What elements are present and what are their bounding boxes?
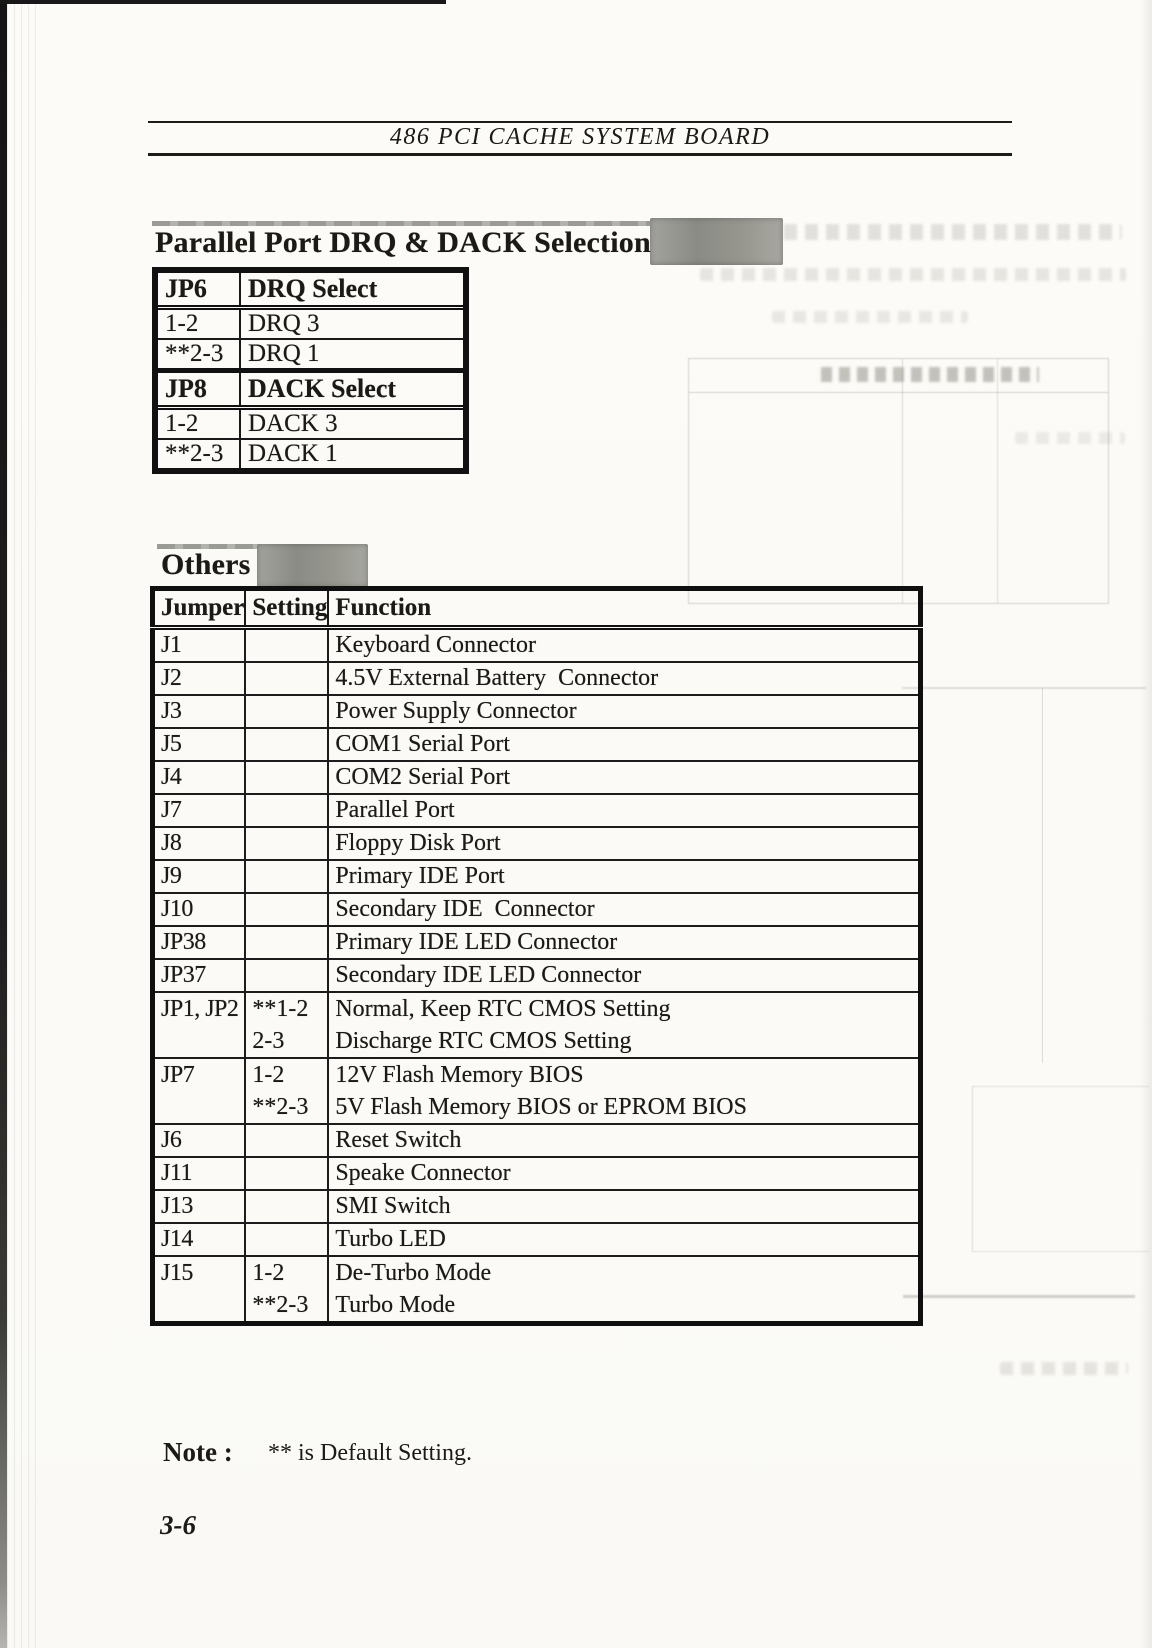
column-header-function: Function bbox=[328, 589, 920, 628]
function-cell bbox=[328, 1190, 920, 1223]
function-cell-line: 4.5V External Battery Connector bbox=[335, 665, 659, 691]
table-row bbox=[153, 992, 921, 1058]
setting-cell-line: **2-3 bbox=[252, 1094, 309, 1120]
others-table-wrap bbox=[150, 586, 923, 1326]
function-cell-line: Keyboard Connector bbox=[335, 632, 536, 658]
setting-cell bbox=[245, 959, 328, 992]
function-cell-line: COM1 Serial Port bbox=[335, 731, 510, 757]
setting-cell-line bbox=[252, 729, 327, 760]
jumper-cell bbox=[153, 1058, 246, 1124]
highlight-smudge bbox=[650, 218, 783, 265]
function-cell bbox=[328, 628, 920, 663]
column-header-jumper: Jumper bbox=[153, 589, 246, 628]
function-cell-line: Floppy Disk Port bbox=[335, 830, 501, 856]
table-row bbox=[153, 827, 921, 860]
value-cell: DRQ Select bbox=[240, 270, 466, 308]
jumper-cell bbox=[153, 794, 246, 827]
jumper-cell bbox=[153, 959, 246, 992]
jumper-cell-line: J9 bbox=[161, 863, 182, 889]
setting-cell-line bbox=[252, 1224, 327, 1255]
jumper-cell bbox=[153, 1256, 246, 1324]
section-title-others: Others bbox=[161, 548, 251, 581]
function-cell bbox=[328, 1058, 920, 1124]
setting-cell-line bbox=[252, 762, 327, 793]
scan-binding-edge bbox=[0, 0, 7, 1648]
page-header-title: 486 PCI CACHE SYSTEM BOARD bbox=[389, 124, 771, 150]
function-cell bbox=[328, 1124, 920, 1157]
setting-cell bbox=[245, 1058, 328, 1124]
jumper-cell: JP6 bbox=[155, 270, 240, 308]
function-cell-line: 5V Flash Memory BIOS or EPROM BIOS bbox=[335, 1094, 747, 1120]
table-row bbox=[155, 308, 466, 340]
jumper-cell-line: J5 bbox=[161, 731, 182, 757]
value-cell: DRQ 1 bbox=[240, 339, 466, 371]
bleed-through-text bbox=[742, 224, 1122, 240]
section-title-drq-dack: Parallel Port DRQ & DACK Selection bbox=[155, 226, 651, 259]
bleed-through-text bbox=[772, 311, 968, 323]
function-cell-line: Reset Switch bbox=[335, 1127, 462, 1153]
setting-cell-line bbox=[252, 1191, 327, 1222]
jumper-cell-line: J10 bbox=[161, 896, 193, 922]
table-row bbox=[153, 926, 921, 959]
function-cell bbox=[328, 893, 920, 926]
function-cell bbox=[328, 662, 920, 695]
jumper-cell-line: J7 bbox=[161, 797, 182, 823]
scan-right-shade bbox=[1140, 0, 1152, 1648]
setting-cell-line bbox=[252, 630, 327, 661]
setting-cell-line bbox=[252, 861, 327, 892]
setting-cell bbox=[245, 992, 328, 1058]
setting-cell-line bbox=[252, 960, 327, 991]
jumper-cell-line: JP38 bbox=[161, 929, 206, 955]
setting-cell bbox=[245, 1223, 328, 1256]
setting-cell bbox=[245, 628, 328, 663]
table-row bbox=[153, 1157, 921, 1190]
jumper-cell bbox=[153, 761, 246, 794]
function-cell-line: Turbo Mode bbox=[335, 1292, 456, 1318]
table-row bbox=[155, 371, 466, 408]
jumper-cell bbox=[153, 827, 246, 860]
table-row bbox=[153, 662, 921, 695]
jumper-cell: 1-2 bbox=[155, 308, 240, 340]
setting-cell bbox=[245, 827, 328, 860]
setting-cell bbox=[245, 728, 328, 761]
setting-cell bbox=[245, 926, 328, 959]
function-cell bbox=[328, 794, 920, 827]
jumper-cell bbox=[153, 728, 246, 761]
header-rule-top bbox=[148, 121, 1012, 123]
table-row bbox=[153, 1223, 921, 1256]
table-row bbox=[153, 1124, 921, 1157]
function-cell-line: Secondary IDE LED Connector bbox=[335, 962, 642, 988]
jumper-cell-line: JP7 bbox=[161, 1062, 195, 1088]
setting-cell-line bbox=[252, 894, 327, 925]
function-cell bbox=[328, 827, 920, 860]
jumper-cell: **2-3 bbox=[155, 339, 240, 371]
setting-cell bbox=[245, 794, 328, 827]
jumper-cell bbox=[153, 992, 246, 1058]
function-cell-line: Discharge RTC CMOS Setting bbox=[335, 1028, 632, 1054]
table-row bbox=[153, 1256, 921, 1324]
bleed-through-text bbox=[1015, 432, 1125, 444]
function-cell bbox=[328, 860, 920, 893]
setting-cell bbox=[245, 1190, 328, 1223]
function-cell bbox=[328, 1223, 920, 1256]
jumper-cell bbox=[153, 1223, 246, 1256]
highlight-smudge bbox=[257, 544, 368, 587]
table-row bbox=[153, 860, 921, 893]
jumper-cell-line: J14 bbox=[161, 1226, 193, 1252]
function-cell bbox=[328, 1256, 920, 1324]
jumper-cell-line: J15 bbox=[161, 1260, 193, 1286]
bleed-through-line bbox=[902, 687, 1146, 689]
function-cell-line: Secondary IDE Connector bbox=[335, 896, 595, 922]
setting-cell-line: **1-2 bbox=[252, 996, 309, 1022]
jumper-cell-line: JP1, JP2 bbox=[161, 996, 239, 1022]
jumper-cell: **2-3 bbox=[155, 439, 240, 471]
setting-cell bbox=[245, 662, 328, 695]
jumper-cell bbox=[153, 695, 246, 728]
function-cell-line: SMI Switch bbox=[335, 1193, 451, 1219]
setting-cell bbox=[245, 1124, 328, 1157]
value-cell: DACK Select bbox=[240, 371, 466, 408]
setting-cell bbox=[245, 860, 328, 893]
setting-cell-line: 1-2 bbox=[252, 1260, 285, 1286]
function-cell bbox=[328, 959, 920, 992]
jumper-cell bbox=[153, 1124, 246, 1157]
jumper-cell-line: J2 bbox=[161, 665, 182, 691]
jumper-cell-line: J6 bbox=[161, 1127, 182, 1153]
value-cell: DRQ 3 bbox=[240, 308, 466, 340]
setting-cell bbox=[245, 695, 328, 728]
function-cell-line: Power Supply Connector bbox=[335, 698, 577, 724]
table-row bbox=[153, 1190, 921, 1223]
setting-cell-line: 1-2 bbox=[252, 1062, 285, 1088]
setting-cell-line bbox=[252, 795, 327, 826]
drq-dack-table-wrap bbox=[152, 267, 469, 474]
setting-cell-line bbox=[252, 927, 327, 958]
function-cell bbox=[328, 992, 920, 1058]
function-cell bbox=[328, 1157, 920, 1190]
table-row bbox=[153, 761, 921, 794]
jumper-cell bbox=[153, 860, 246, 893]
bleed-through-table bbox=[688, 358, 1109, 604]
page-number: 3-6 bbox=[160, 1510, 196, 1540]
jumper-cell bbox=[153, 1190, 246, 1223]
setting-cell bbox=[245, 893, 328, 926]
setting-cell bbox=[245, 1157, 328, 1190]
jumper-cell-line: J11 bbox=[161, 1160, 192, 1186]
bleed-through-text bbox=[1000, 1362, 1128, 1375]
note-label: Note : bbox=[163, 1437, 233, 1467]
function-cell-line: Parallel Port bbox=[335, 797, 455, 823]
function-cell-line: 12V Flash Memory BIOS bbox=[335, 1062, 584, 1088]
table-row bbox=[153, 728, 921, 761]
function-cell-line: Normal, Keep RTC CMOS Setting bbox=[335, 996, 671, 1022]
table-row bbox=[153, 959, 921, 992]
function-cell bbox=[328, 728, 920, 761]
jumper-cell bbox=[153, 662, 246, 695]
bleed-through-line bbox=[1042, 688, 1043, 1063]
setting-cell-line bbox=[252, 1158, 327, 1189]
setting-cell-line: 2-3 bbox=[252, 1028, 285, 1054]
header-rule-bottom bbox=[148, 153, 1012, 156]
function-cell-line: Turbo LED bbox=[335, 1226, 446, 1252]
jumper-cell-line: J3 bbox=[161, 698, 182, 724]
jumper-cell bbox=[153, 628, 246, 663]
table-header-row bbox=[153, 589, 921, 628]
jumper-cell bbox=[153, 1157, 246, 1190]
bleed-through-text bbox=[700, 268, 1126, 281]
jumper-cell: JP8 bbox=[155, 371, 240, 408]
table-row bbox=[155, 270, 466, 308]
setting-cell-line: **2-3 bbox=[252, 1292, 309, 1318]
setting-cell-line bbox=[252, 828, 327, 859]
function-cell-line: Primary IDE Port bbox=[335, 863, 505, 889]
value-cell: DACK 1 bbox=[240, 439, 466, 471]
table-row bbox=[153, 893, 921, 926]
setting-cell-line bbox=[252, 1125, 327, 1156]
function-cell-line: COM2 Serial Port bbox=[335, 764, 510, 790]
table-row bbox=[153, 695, 921, 728]
table-row bbox=[155, 439, 466, 471]
setting-cell-line bbox=[252, 696, 327, 727]
function-cell-line: Speake Connector bbox=[335, 1160, 511, 1186]
drq-dack-table bbox=[152, 267, 469, 474]
bleed-through-line bbox=[903, 1295, 1135, 1298]
others-table bbox=[150, 586, 923, 1326]
setting-cell-line bbox=[252, 663, 327, 694]
value-cell: DACK 3 bbox=[240, 408, 466, 440]
setting-cell bbox=[245, 761, 328, 794]
table-row bbox=[153, 628, 921, 663]
table-row bbox=[153, 794, 921, 827]
jumper-cell: 1-2 bbox=[155, 408, 240, 440]
column-header-setting: Setting bbox=[245, 589, 328, 628]
function-cell-line: Primary IDE LED Connector bbox=[335, 929, 618, 955]
scan-binding-texture bbox=[7, 0, 39, 1648]
jumper-cell bbox=[153, 893, 246, 926]
function-cell-line: De-Turbo Mode bbox=[335, 1260, 492, 1286]
function-cell bbox=[328, 926, 920, 959]
jumper-cell-line: J4 bbox=[161, 764, 182, 790]
table-row bbox=[155, 408, 466, 440]
scan-top-edge bbox=[0, 0, 446, 4]
jumper-cell-line: J1 bbox=[161, 632, 182, 658]
setting-cell bbox=[245, 1256, 328, 1324]
function-cell bbox=[328, 695, 920, 728]
jumper-cell-line: J13 bbox=[161, 1193, 193, 1219]
jumper-cell bbox=[153, 926, 246, 959]
note-text: ** is Default Setting. bbox=[268, 1440, 472, 1466]
function-cell bbox=[328, 761, 920, 794]
jumper-cell-line: J8 bbox=[161, 830, 182, 856]
table-row bbox=[155, 339, 466, 371]
jumper-cell-line: JP37 bbox=[161, 962, 206, 988]
table-row bbox=[153, 1058, 921, 1124]
bleed-through-table bbox=[972, 1086, 1149, 1252]
